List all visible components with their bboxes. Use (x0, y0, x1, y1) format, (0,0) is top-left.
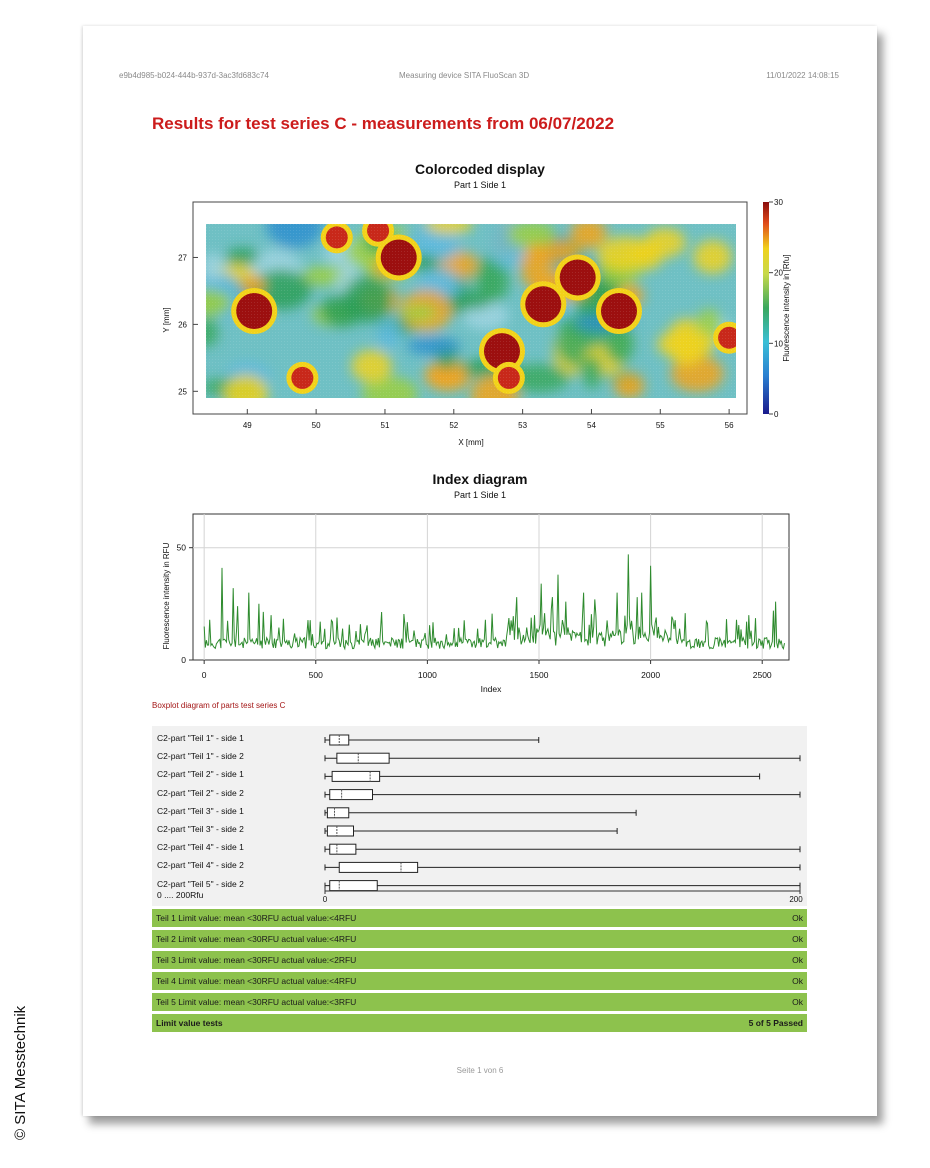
heatmap-y-tick-label: 27 (178, 253, 187, 263)
heatmap-y-tick-label: 25 (178, 387, 187, 397)
limit-row (152, 930, 807, 948)
heatmap-x-tick-label: 51 (380, 421, 390, 430)
limit-row (152, 951, 807, 969)
index-subtitle: Part 1 Side 1 (453, 490, 507, 500)
boxplot-panel (152, 726, 807, 906)
limit-row-text: Teil 3 Limit value: mean <30RFU actual value:<2RFU (156, 955, 357, 965)
boxplot-box (327, 826, 353, 836)
limit-row-text: Teil 1 Limit value: mean <30RFU actual value:<4RFU (156, 913, 357, 923)
report-page (83, 26, 877, 1116)
colorbar (763, 202, 769, 414)
heatmap-title: Colorcoded display (415, 161, 545, 177)
boxplot-row-label: C2-part "Teil 1" - side 2 (157, 751, 244, 762)
boxplot-box (339, 862, 417, 872)
boxplot-scale-label: 0 .... 200Rfu (157, 890, 204, 900)
limit-summary-row (152, 1014, 807, 1032)
boxplot-box (332, 771, 380, 781)
colorbar-tick-label: 0 (774, 410, 779, 419)
boxplot-box (330, 881, 378, 891)
boxplot-axis-max: 200 (789, 895, 803, 904)
heatmap-ylabel: Y [mm] (162, 307, 171, 333)
heatmap-chart (83, 194, 877, 464)
limit-row-text: Teil 2 Limit value: mean <30RFU actual value:<4RFU (156, 934, 357, 944)
limit-summary-label: Limit value tests (156, 1018, 223, 1028)
index-x-tick-label: 1000 (417, 670, 437, 680)
boxplot-box (330, 790, 373, 800)
index-y-tick-label: 50 (176, 542, 186, 553)
report-timestamp: 11/01/2022 14:08:15 (766, 71, 839, 80)
boxplot-axis-min: 0 (322, 895, 328, 904)
heatmap-x-tick-label: 54 (587, 421, 596, 430)
heatmap-x-tick-label: 56 (724, 421, 734, 430)
limit-row-result: Ok (792, 955, 803, 965)
index-xlabel: Index (480, 684, 502, 694)
heatmap-y-tick-label: 26 (178, 320, 187, 330)
boxplot-row-label: C2-part "Teil 5" - side 2 (157, 878, 244, 889)
limit-row (152, 972, 807, 990)
limit-row (152, 993, 807, 1011)
index-ylabel: Fluorescence intensity in RFU (162, 542, 171, 650)
limit-row-text: Teil 4 Limit value: mean <30RFU actual value:<4RFU (156, 976, 357, 986)
heatmap-subtitle: Part 1 Side 1 (453, 180, 507, 190)
index-y-tick-label: 0 (181, 655, 186, 665)
boxplot-box (330, 844, 356, 854)
page-title: Results for test series C - measurements from 06/07/2022 (152, 114, 615, 133)
index-series-line (204, 554, 784, 648)
heatmap-x-tick-label: 49 (242, 421, 252, 430)
heatmap-x-tick-label: 52 (449, 421, 459, 430)
limit-row-result: Ok (792, 934, 803, 944)
colorbar-tick-label: 10 (774, 339, 783, 349)
colorbar-label: Fluorescence intensity in [Rfu] (782, 254, 791, 362)
index-x-tick-label: 500 (308, 670, 323, 680)
limit-row-result: Ok (792, 976, 803, 986)
index-title: Index diagram (432, 471, 528, 487)
limit-row-result: Ok (792, 997, 803, 1007)
index-x-tick-label: 2000 (641, 670, 661, 680)
boxplot-row-label: C2-part "Teil 3" - side 1 (157, 805, 244, 816)
heatmap-x-tick-label: 50 (311, 421, 321, 430)
boxplot-row-label: C2-part "Teil 4" - side 2 (157, 860, 244, 871)
page-footer: Seite 1 von 6 (456, 1066, 504, 1075)
index-x-tick-label: 0 (201, 670, 207, 680)
limit-row (152, 909, 807, 927)
device-name: Measuring device SITA FluoScan 3D (399, 71, 530, 80)
boxplot-box (337, 753, 389, 763)
heatmap-x-tick-label: 55 (655, 421, 665, 430)
copyright-notice: © SITA Messtechnik (12, 1005, 29, 1140)
colorbar-tick-label: 20 (774, 268, 783, 278)
limit-summary-result: 5 of 5 Passed (748, 1018, 803, 1028)
limit-row-result: Ok (792, 913, 803, 923)
boxplot-chart (152, 726, 807, 906)
limit-row-text: Teil 5 Limit value: mean <30RFU actual value:<3RFU (156, 997, 357, 1007)
index-chart (83, 506, 877, 701)
boxplot-row-label: C2-part "Teil 4" - side 1 (157, 842, 244, 853)
index-x-tick-label: 1500 (529, 670, 549, 680)
boxplot-box (327, 808, 348, 818)
document-id: e9b4d985-b024-444b-937d-3ac3fd683c74 (119, 71, 269, 80)
index-x-tick-label: 2500 (752, 670, 772, 680)
heatmap-x-tick-label: 53 (518, 421, 528, 430)
boxplot-row-label: C2-part "Teil 3" - side 2 (157, 824, 244, 834)
boxplot-row-label: C2-part "Teil 2" - side 2 (157, 787, 244, 798)
boxplot-row-label: C2-part "Teil 2" - side 1 (157, 769, 244, 780)
boxplot-row-label: C2-part "Teil 1" - side 1 (157, 733, 244, 743)
heatmap-xlabel: X [mm] (458, 438, 484, 447)
boxplot-title: Boxplot diagram of parts test series C (152, 701, 286, 710)
colorbar-tick-label: 30 (774, 198, 783, 207)
